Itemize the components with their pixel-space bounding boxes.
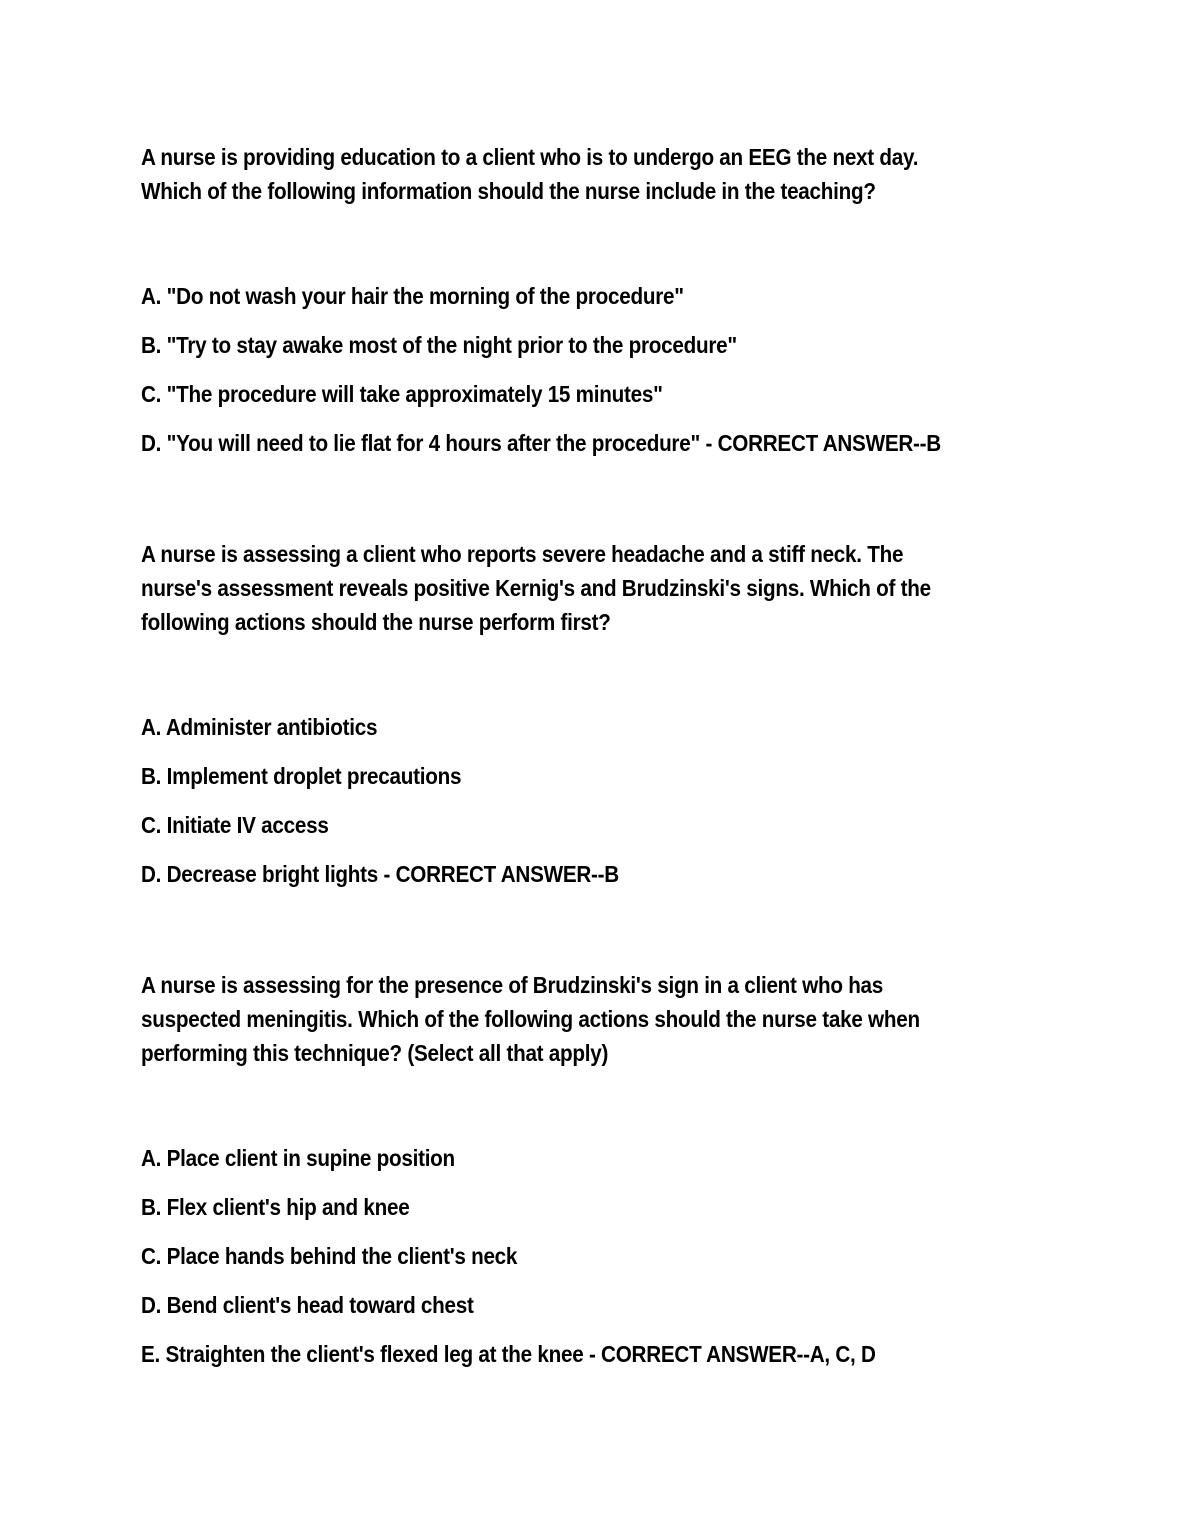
answer-option-c: C. "The procedure will take approximately 15 minutes" (141, 381, 663, 407)
answer-option-c: C. Initiate IV access (141, 812, 329, 838)
answer-option-b: B. "Try to stay awake most of the night prior to the procedure" (141, 332, 737, 358)
question-stem (141, 968, 951, 1070)
answer-option-b: B. Implement droplet precautions (141, 763, 462, 789)
question-stem-line: nurse's assessment reveals positive Kernig's and Brudzinski's signs. Which of the (141, 575, 931, 601)
question-block-2 (141, 537, 951, 899)
question-stem-line: A nurse is providing education to a client who is to undergo an EEG the next day. (141, 144, 919, 170)
answer-option-d: D. "You will need to lie flat for 4 hours after the procedure" - CORRECT ANSWER--B (141, 430, 941, 456)
answer-option-a: A. Administer antibiotics (141, 714, 378, 740)
answer-option-e: E. Straighten the client's flexed leg at the knee - CORRECT ANSWER--A, C, D (141, 1341, 876, 1367)
answer-option-d: D. Decrease bright lights - CORRECT ANSWER--B (141, 861, 619, 887)
answer-option-c: C. Place hands behind the client's neck (141, 1243, 518, 1269)
question-block-3 (141, 968, 951, 1379)
question-stem-line: A nurse is assessing for the presence of Brudzinski's sign in a client who has (141, 972, 884, 998)
question-stem-line: performing this technique? (Select all that apply) (141, 1040, 609, 1066)
answer-option-d: D. Bend client's head toward chest (141, 1292, 474, 1318)
question-stem-line: suspected meningitis. Which of the following actions should the nurse take when (141, 1006, 920, 1032)
answer-options (141, 272, 951, 468)
question-stem-line: Which of the following information should the nurse include in the teaching? (141, 178, 876, 204)
question-stem (141, 537, 951, 639)
answer-options (141, 1134, 951, 1379)
question-block-1 (141, 140, 951, 468)
question-stem-line: A nurse is assessing a client who reports severe headache and a stiff neck. The (141, 541, 904, 567)
answer-option-a: A. Place client in supine position (141, 1145, 455, 1171)
answer-option-b: B. Flex client's hip and knee (141, 1194, 410, 1220)
document-body (141, 140, 951, 1379)
answer-option-a: A. "Do not wash your hair the morning of the procedure" (141, 283, 684, 309)
answer-options (141, 703, 951, 899)
question-stem (141, 140, 951, 208)
question-stem-line: following actions should the nurse perform first? (141, 609, 611, 635)
